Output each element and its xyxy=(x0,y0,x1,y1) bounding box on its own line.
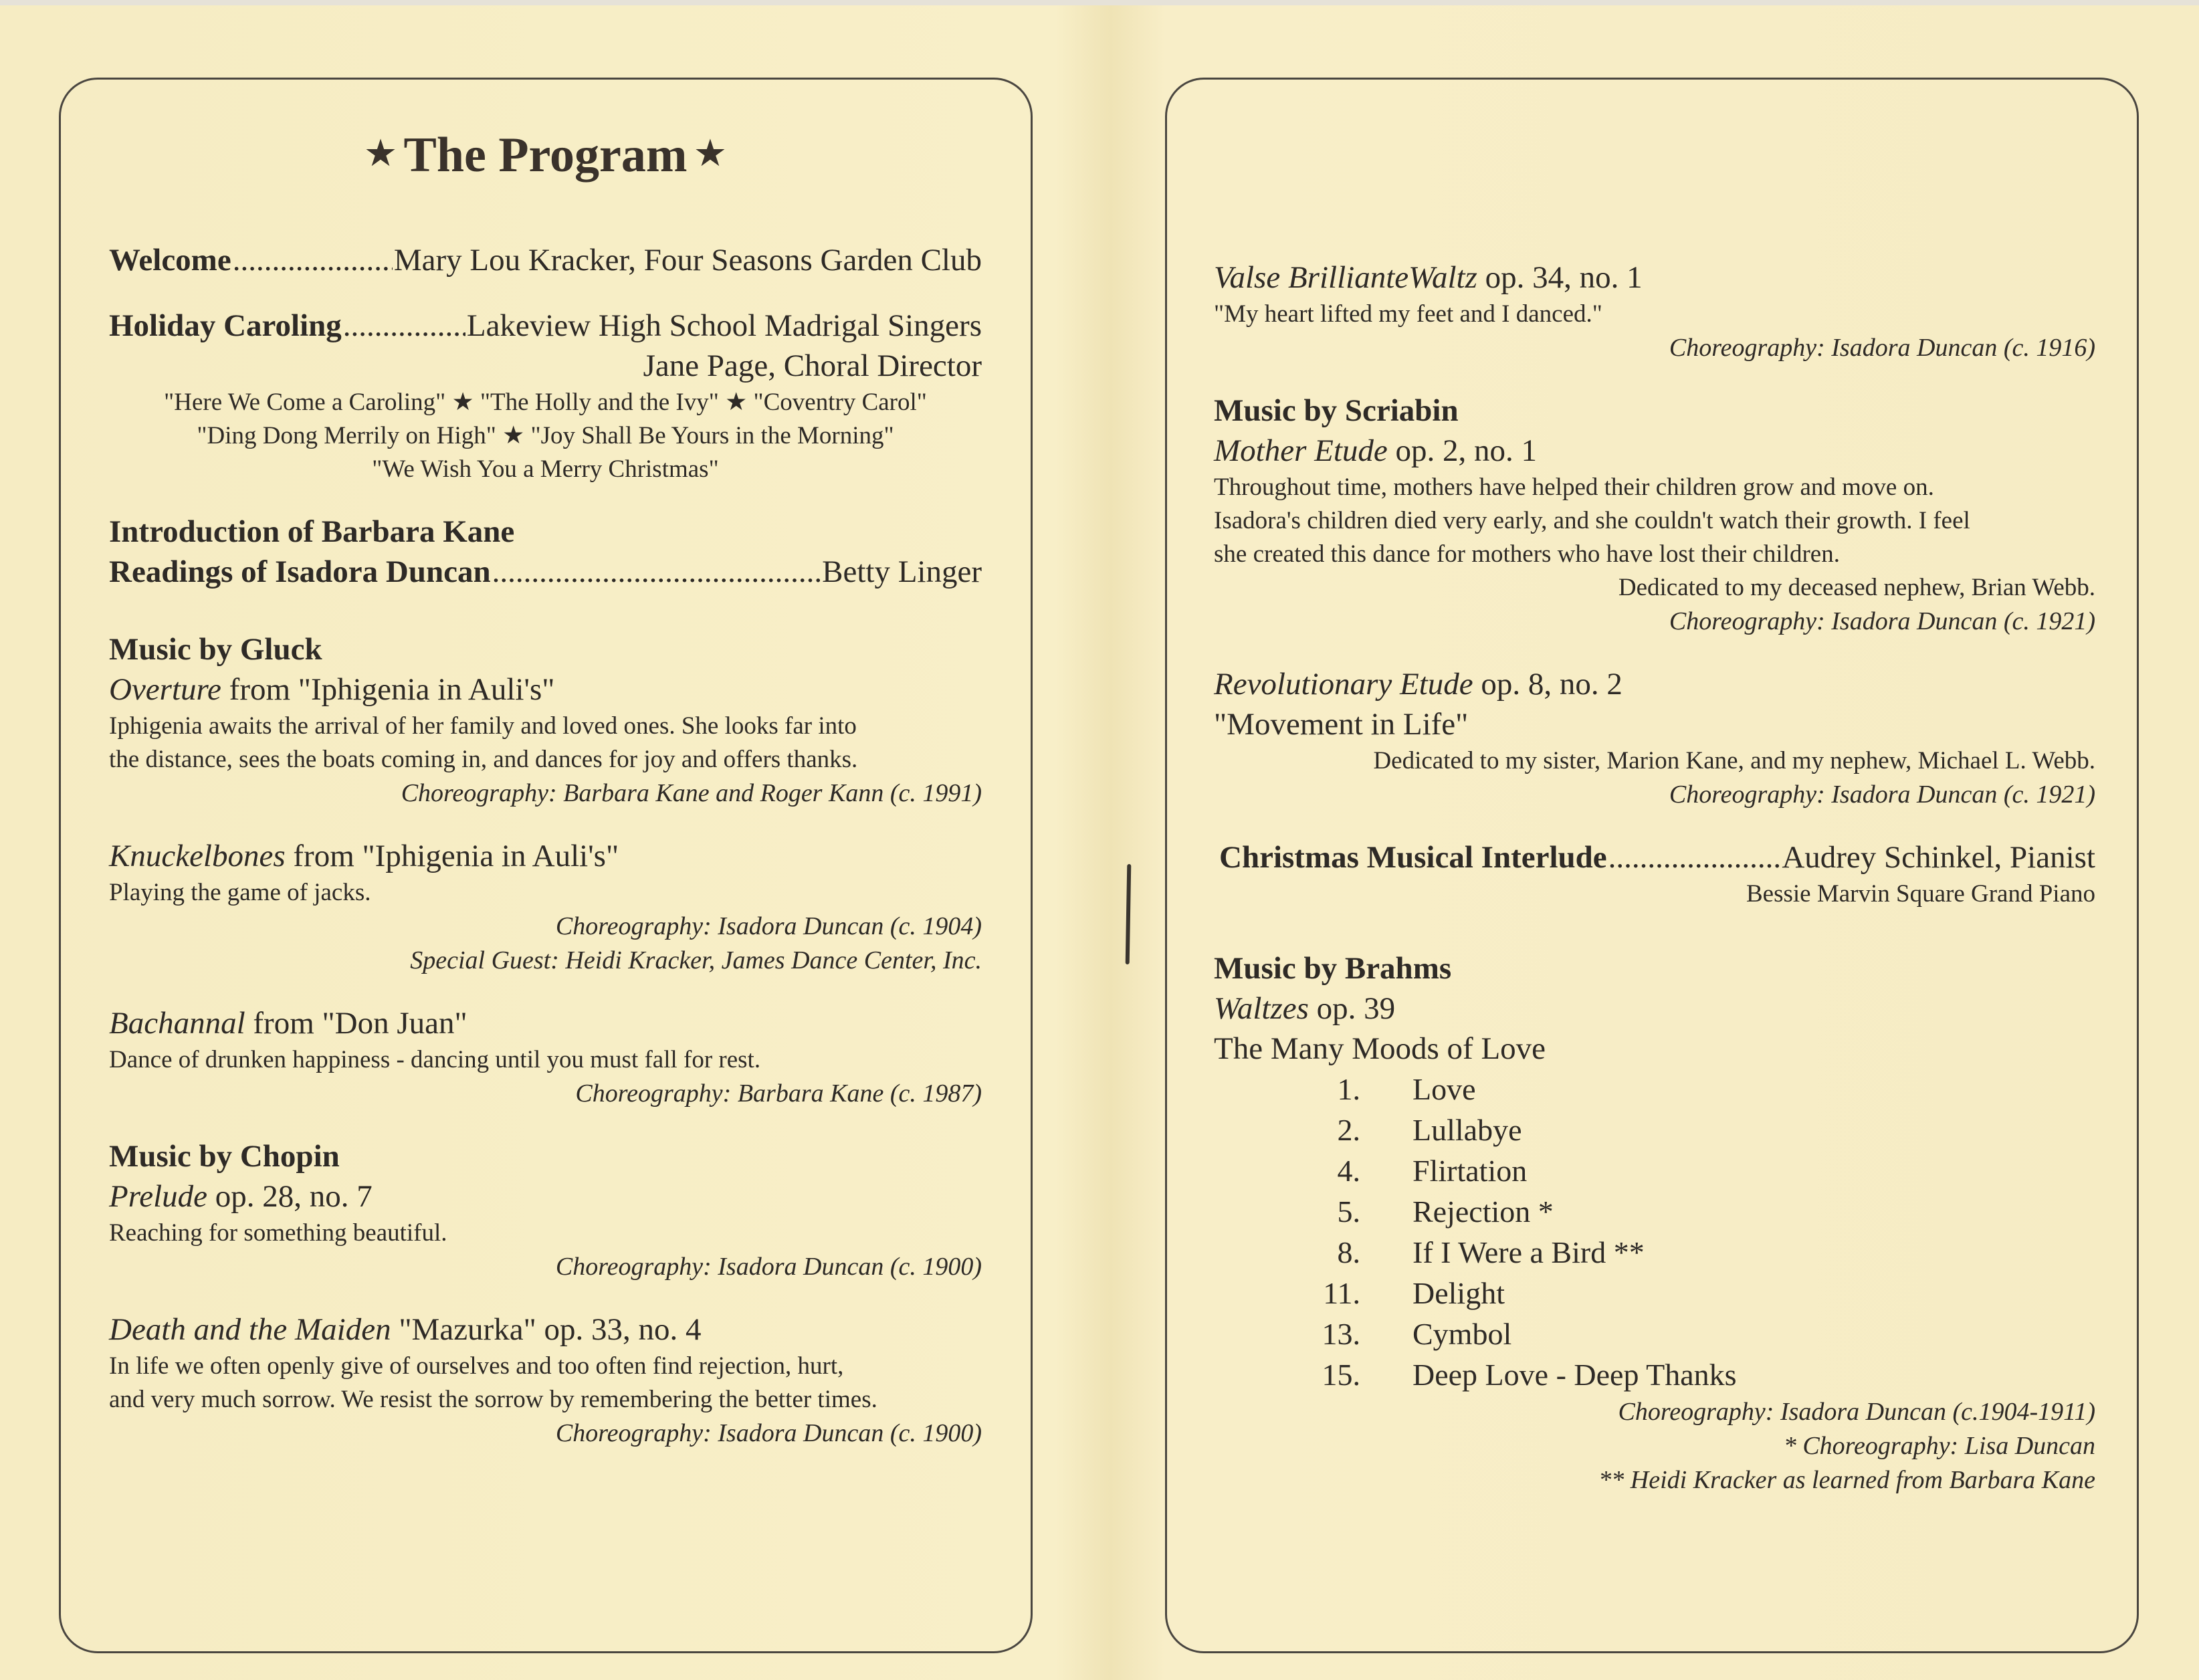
revolutionary-etude-title-line xyxy=(1214,664,2095,704)
song-list-line: "Here We Come a Caroling" ★ "The Holly and the Ivy" ★ "Coventry Carol" xyxy=(164,389,927,416)
choreography-credit: Choreography: Isadora Duncan (c. 1921) xyxy=(1669,607,2095,635)
dedication-line: Dedicated to my deceased nephew, Brian Webb. xyxy=(1618,574,2095,601)
work-title: Mother Etude xyxy=(1214,433,1388,468)
scan-edge xyxy=(0,0,2199,5)
list-item xyxy=(1312,1191,2095,1232)
bachannal-title-line xyxy=(109,1003,982,1043)
opus-number: op. 8, no. 2 xyxy=(1473,667,1622,702)
list-item xyxy=(1312,1273,2095,1314)
item-title: Delight xyxy=(1412,1276,1505,1310)
item-title: If I Were a Bird ** xyxy=(1412,1235,1645,1269)
waltz-list xyxy=(1312,1069,2095,1395)
choreography-credit: Choreography: Isadora Duncan (c. 1921) xyxy=(1669,780,2095,809)
waltzes-subtitle: The Many Moods of Love xyxy=(1214,1031,1546,1066)
leader-dots xyxy=(1608,837,1781,877)
opus-number: op. 34, no. 1 xyxy=(1477,260,1643,295)
description-line: Iphigenia awaits the arrival of her family and loved ones. She looks far into xyxy=(109,712,857,740)
list-item xyxy=(1312,1232,2095,1273)
item-number: 13. xyxy=(1322,1317,1360,1351)
readings-value: Betty Linger xyxy=(822,554,982,589)
prelude-title-line xyxy=(109,1176,982,1217)
gluck-heading: Music by Gluck xyxy=(109,632,322,667)
work-title: Revolutionary Etude xyxy=(1214,667,1473,702)
interlude-value: Audrey Schinkel, Pianist xyxy=(1782,840,2095,875)
list-item xyxy=(1312,1150,2095,1191)
item-title: Lullabye xyxy=(1412,1113,1522,1147)
description-line: and very much sorrow. We resist the sorrow by remembering the better times. xyxy=(109,1386,877,1413)
readings-line xyxy=(109,552,982,592)
opus-number: op. 2, no. 1 xyxy=(1387,433,1537,468)
choreography-credit: Choreography: Barbara Kane (c. 1987) xyxy=(575,1079,982,1108)
title-text: The Program xyxy=(403,128,688,183)
work-title: Bachannal xyxy=(109,1006,245,1041)
scriabin-heading: Music by Scriabin xyxy=(1214,393,1459,428)
description-line: Dance of drunken happiness - dancing until you must fall for rest. xyxy=(109,1046,761,1073)
item-title: Deep Love - Deep Thanks xyxy=(1412,1358,1737,1392)
work-title: Overture xyxy=(109,672,221,707)
item-number: 8. xyxy=(1337,1235,1360,1269)
work-title: Waltzes xyxy=(1214,991,1309,1026)
valse-title-line xyxy=(1214,257,2095,298)
item-title: Cymbol xyxy=(1412,1317,1512,1351)
choreography-credit: * Choreography: Lisa Duncan xyxy=(1783,1432,2095,1460)
description-line: she created this dance for mothers who have lost their children. xyxy=(1214,540,1840,568)
knuckelbones-title-line xyxy=(109,836,982,876)
interlude-label: Christmas Musical Interlude xyxy=(1219,840,1607,875)
intro-heading: Introduction of Barbara Kane xyxy=(109,514,515,549)
work-source: from "Iphigenia in Auli's" xyxy=(221,672,555,707)
item-number: 2. xyxy=(1337,1113,1360,1147)
caroling-label: Holiday Caroling xyxy=(109,308,342,343)
right-page xyxy=(1214,257,2095,1497)
welcome-label: Welcome xyxy=(109,243,231,278)
work-title: Prelude xyxy=(109,1179,208,1214)
mother-etude-title-line xyxy=(1214,431,2095,471)
choreography-credit: Choreography: Isadora Duncan (c. 1916) xyxy=(1669,334,2095,362)
opus-number: op. 28, no. 7 xyxy=(207,1179,373,1214)
leader-dots xyxy=(343,306,465,346)
item-title: Flirtation xyxy=(1412,1154,1528,1188)
item-number: 4. xyxy=(1337,1154,1360,1188)
item-number: 11. xyxy=(1323,1276,1360,1310)
item-number: 1. xyxy=(1337,1072,1360,1106)
program-title xyxy=(109,127,982,184)
description-line: Reaching for something beautiful. xyxy=(109,1219,447,1247)
choreography-credit: Choreography: Isadora Duncan (c. 1900) xyxy=(555,1419,982,1447)
dedication-line: Dedicated to my sister, Marion Kane, and my nephew, Michael L. Webb. xyxy=(1373,747,2095,774)
caroling-value: Lakeview High School Madrigal Singers xyxy=(466,308,982,343)
item-title: Love xyxy=(1412,1072,1476,1106)
list-item xyxy=(1312,1110,2095,1150)
chopin-heading: Music by Chopin xyxy=(109,1139,340,1174)
description-line: Playing the game of jacks. xyxy=(109,879,371,906)
death-maiden-title-line xyxy=(109,1309,982,1350)
opus-number: op. 39 xyxy=(1308,991,1396,1026)
work-source: from "Don Juan" xyxy=(245,1006,467,1041)
work-title: Knuckelbones xyxy=(109,839,286,873)
work-source: from "Iphigenia in Auli's" xyxy=(285,839,619,873)
readings-label: Readings of Isadora Duncan xyxy=(109,554,491,589)
description-line: In life we often openly give of ourselves and too often find rejection, hurt, xyxy=(109,1352,844,1380)
choreography-credit: Choreography: Isadora Duncan (c. 1900) xyxy=(555,1253,982,1281)
special-guest-credit: Special Guest: Heidi Kracker, James Dance Center, Inc. xyxy=(410,946,982,974)
choreography-credit: Choreography: Isadora Duncan (c.1904-1911) xyxy=(1618,1398,2095,1426)
list-item xyxy=(1312,1069,2095,1110)
welcome-value: Mary Lou Kracker, Four Seasons Garden Club xyxy=(393,243,982,278)
brahms-heading: Music by Brahms xyxy=(1214,951,1452,986)
song-list-line: "We Wish You a Merry Christmas" xyxy=(372,455,719,483)
quote-line: "My heart lifted my feet and I danced." xyxy=(1214,300,1602,328)
choreography-credit: ** Heidi Kracker as learned from Barbara Kane xyxy=(1598,1466,2095,1494)
work-title: Death and the Maiden xyxy=(109,1312,391,1347)
leader-dots xyxy=(233,240,393,280)
piano-line: Bessie Marvin Square Grand Piano xyxy=(1746,880,2095,908)
item-title: Rejection * xyxy=(1412,1194,1554,1229)
description-line: Throughout time, mothers have helped their children grow and move on. xyxy=(1214,474,1934,501)
description-line: the distance, sees the boats coming in, and dances for joy and offers thanks. xyxy=(109,746,858,773)
choreography-credit: Choreography: Barbara Kane and Roger Kann (c. 1991) xyxy=(401,779,982,807)
list-item xyxy=(1312,1314,2095,1354)
choral-director: Jane Page, Choral Director xyxy=(643,348,982,383)
item-number: 15. xyxy=(1322,1358,1360,1392)
list-item xyxy=(1312,1354,2095,1395)
leader-dots xyxy=(492,552,821,592)
interlude-line xyxy=(1214,837,2095,877)
caroling-line xyxy=(109,306,982,346)
opus-number: "Mazurka" op. 33, no. 4 xyxy=(391,1312,702,1347)
item-number: 5. xyxy=(1337,1194,1360,1229)
work-title: Valse BrillianteWaltz xyxy=(1214,260,1477,295)
choreography-credit: Choreography: Isadora Duncan (c. 1904) xyxy=(555,912,982,940)
description-line: Isadora's children died very early, and she couldn't watch their growth. I feel xyxy=(1214,507,1970,534)
welcome-line xyxy=(109,240,982,280)
overture-title-line xyxy=(109,669,982,710)
subtitle-line: "Movement in Life" xyxy=(1214,707,1469,742)
star-icon: ★ xyxy=(695,134,726,172)
waltzes-title-line xyxy=(1214,988,2095,1029)
left-page xyxy=(109,127,982,1451)
song-list-line: "Ding Dong Merrily on High" ★ "Joy Shall Be Yours in the Morning" xyxy=(197,422,894,449)
star-icon: ★ xyxy=(365,134,396,172)
